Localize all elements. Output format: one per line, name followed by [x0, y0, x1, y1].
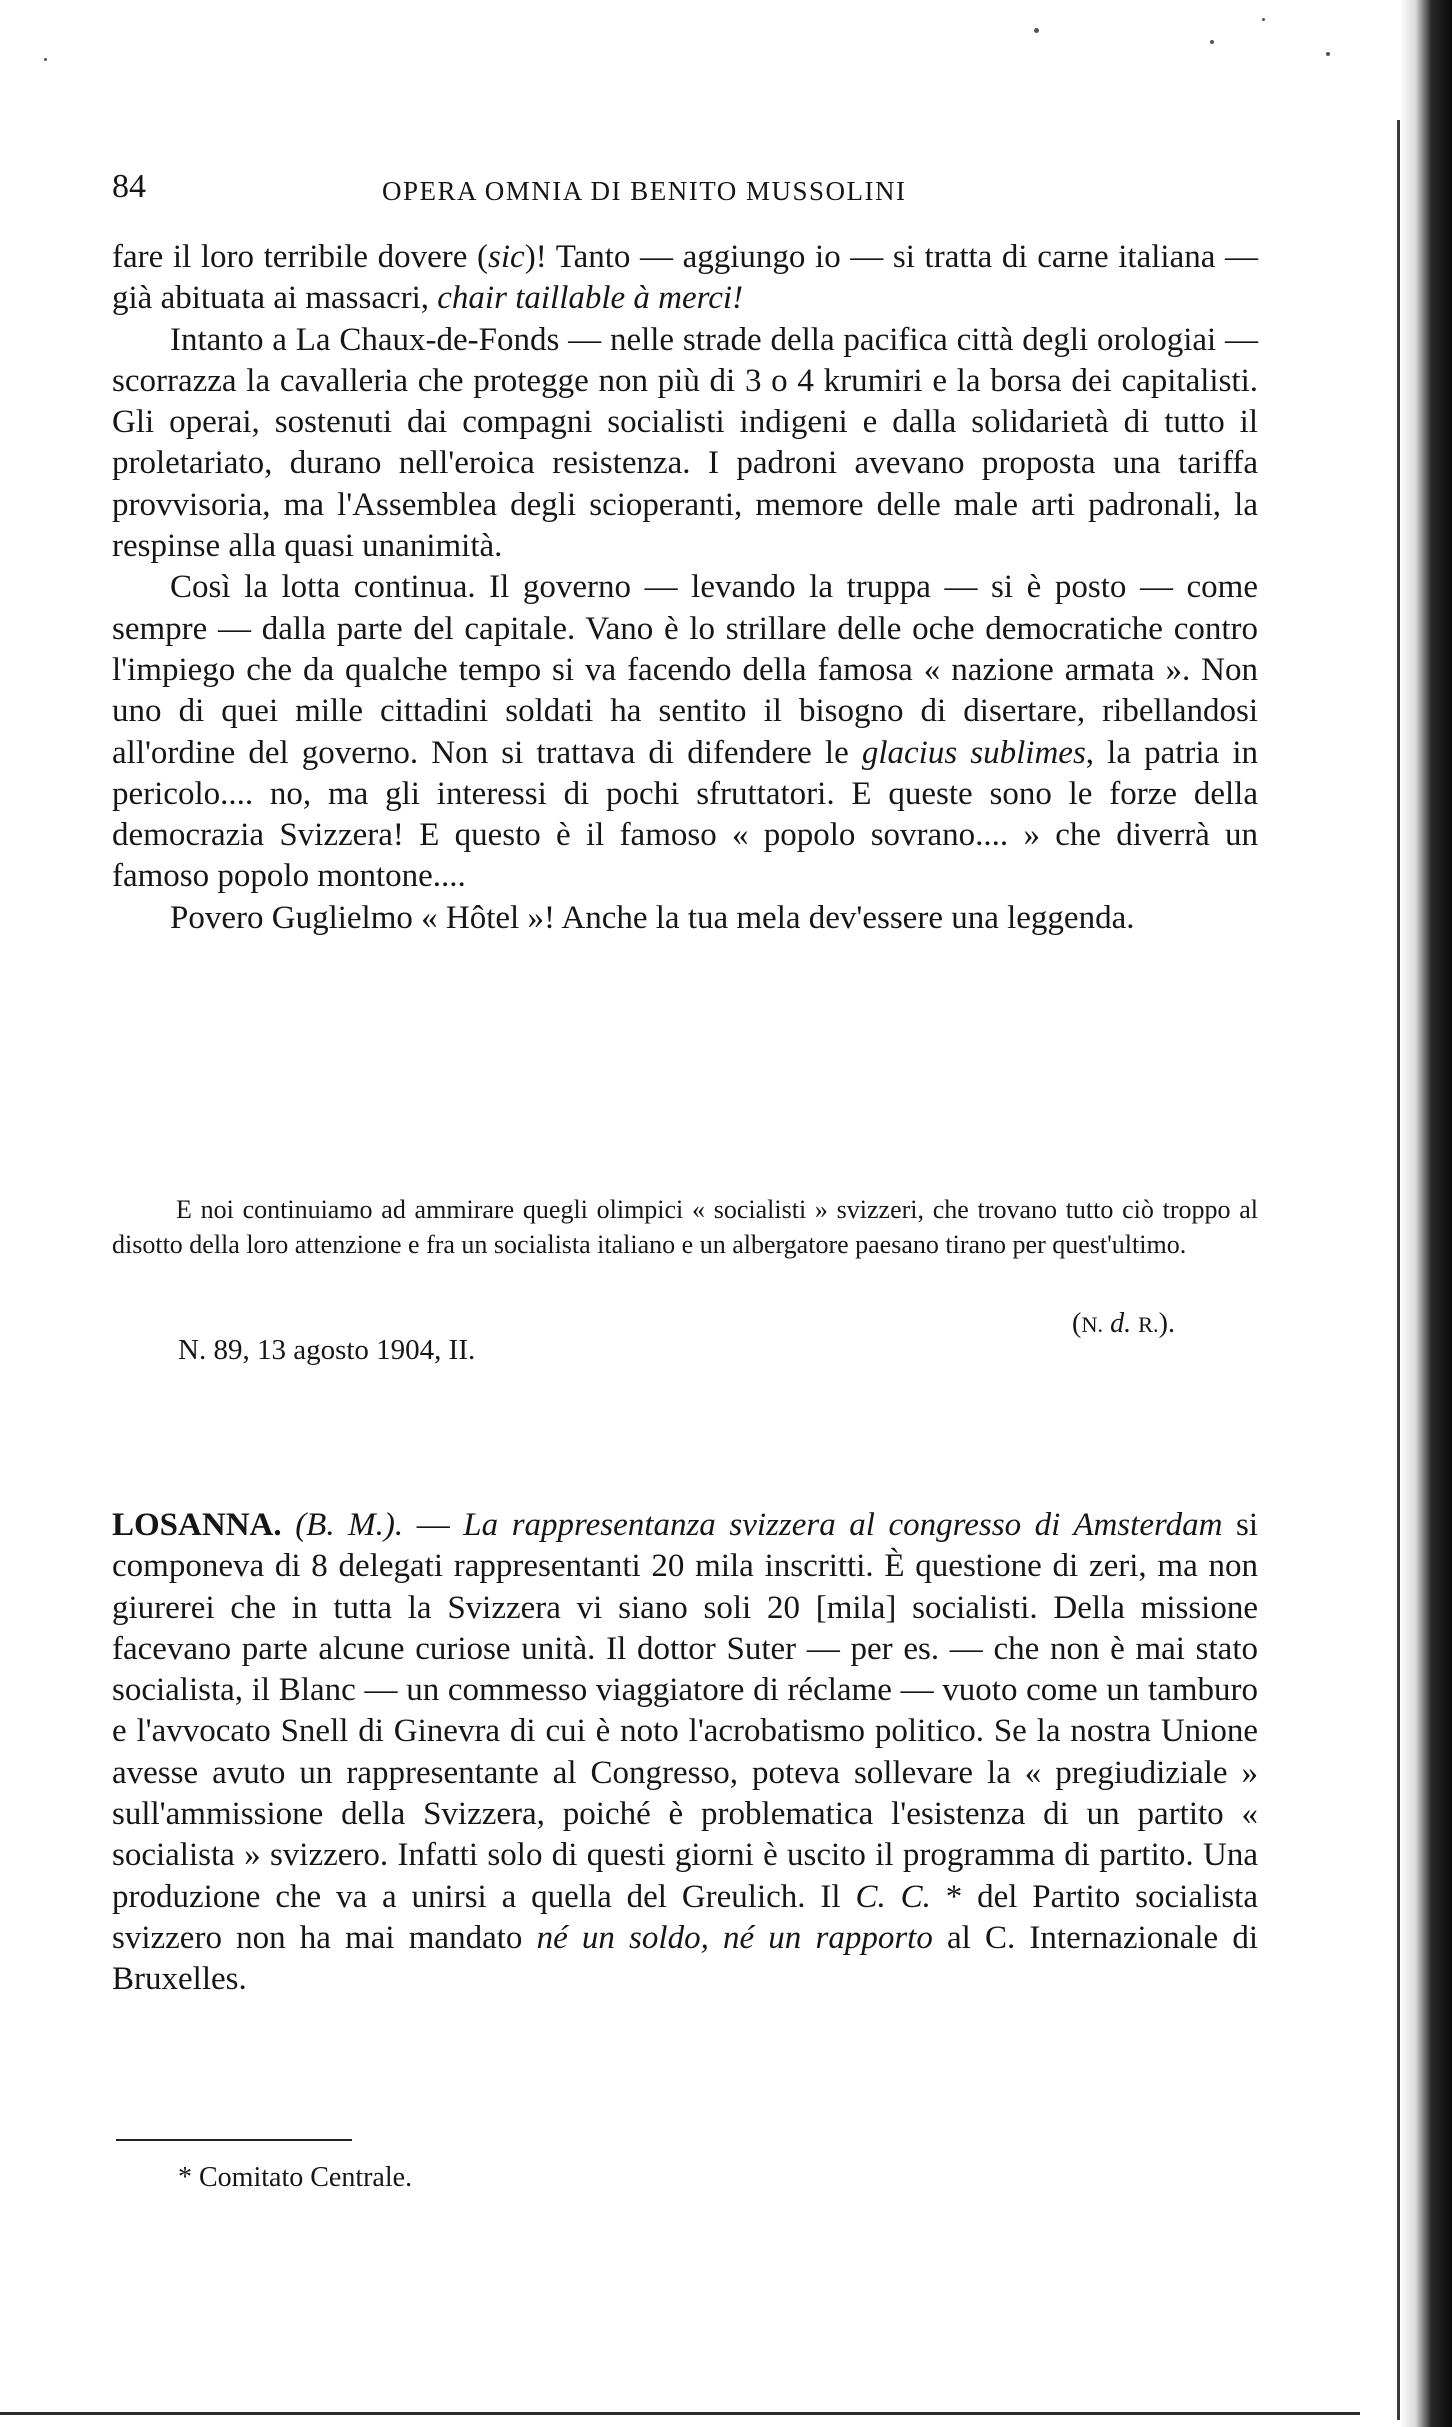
footnote: * Comitato Centrale.	[178, 2162, 413, 2193]
running-title: OPERA OMNIA DI BENITO MUSSOLINI	[382, 176, 907, 206]
page-edge-line	[1397, 120, 1400, 2420]
book-spine-shadow	[1400, 0, 1452, 2427]
scan-speck	[1210, 40, 1214, 44]
source-citation: N. 89, 13 agosto 1904, II.	[178, 1334, 476, 1366]
paragraph: Povero Guglielmo « Hôtel »! Anche la tua mela dev'essere una leggenda.	[170, 899, 1135, 936]
article-losanna	[112, 1505, 1258, 2001]
editor-note	[112, 1193, 1258, 1262]
footnote-separator	[116, 2139, 352, 2141]
scan-speck	[1326, 52, 1330, 56]
paragraph: LOSANNA. (B. M.). — La rappresentanza svizzera al congresso di Amsterdam si componeva di 8 delegati rappresentanti 20 mila inscritti. È questione di zeri, ma non giurerei che in tutta la Svizzera vi siano soli 20 [mila] socialisti. Della missione facevano parte alcune curiose unità. Il dottor Suter — per es. — che non è mai stato socialista, il Blanc — un commesso viaggiatore di réclame — vuoto come un tamburo e l'avvocato Snell di Ginevra di cui è noto l'acrobatismo politico. Se la nostra Unione avesse avuto un rappresentante al Congresso, poteva sollevare la « pregiudiziale » sull'ammissione della Svizzera, poiché è problematica l'esistenza di un partito « socialista » svizzero. Infatti solo di questi giorni è uscito il programma di partito. Una produzione che va a unirsi a quella del Greulich. Il C. C. * del Partito socialista svizzero non ha mai mandato né un soldo, né un rapporto al C. Internazionale di Bruxelles.	[112, 1507, 1259, 1998]
article-heading: LOSANNA.	[112, 1507, 282, 1543]
scan-speck	[1034, 28, 1039, 33]
scan-speck	[44, 58, 47, 61]
paragraph: Così la lotta continua. Il governo — levando la truppa — si è posto — come sempre — dalla parte del capitale. Vano è lo strillare delle oche democratiche contro l'impiego che da qualche tempo si va facendo della famosa « nazione armata ». Non uno di quei mille cittadini soldati ha sentito il bisogno di disertare, ribellandosi all'ordine del governo. Non si trattava di difendere le glacius sublimes, la patria in pericolo.... no, ma gli interessi di pochi sfruttatori. E queste sono le forze della democrazia Svizzera! E questo è il famoso « popolo sovrano.... » che diverrà un famoso popolo montone....	[112, 569, 1259, 895]
editor-note-signature: (N. d. R.).	[1072, 1308, 1175, 1339]
page-number: 84	[112, 168, 146, 205]
editor-note-text: E noi continuiamo ad ammirare quegli olimpici « socialisti » svizzeri, che trovano tutto ciò troppo al disotto della loro attenzione e fra un socialista italiano e un albergatore paesano tirano per quest'ultimo.	[112, 1195, 1258, 1259]
page-header	[112, 168, 1280, 216]
paragraph: Intanto a La Chaux-de-Fonds — nelle strade della pacifica città degli orologiai — scorrazza la cavalleria che protegge non più di 3 o 4 krumiri e la borsa dei capitalisti. Gli operai, sostenuti dai compagni socialisti indigeni e dalla solidarietà di tutto il proletariato, durano nell'eroica resistenza. I padroni avevano proposta una tariffa provvisoria, ma l'Assemblea degli scioperanti, memore delle male arti padronali, la respinse alla quasi unanimità.	[112, 321, 1258, 565]
article-title: La rappresentanza svizzera al congresso di Amsterdam	[463, 1507, 1223, 1543]
article-chaux-de-fonds	[112, 237, 1258, 939]
bottom-scan-edge	[0, 2412, 1360, 2415]
article-author: (B. M.).	[295, 1507, 404, 1543]
scan-speck	[1262, 18, 1265, 21]
paragraph: fare il loro terribile dovere (sic)! Tanto — aggiungo io — si tratta di carne italiana — già abituata ai massacri, chair taillable à merci!	[112, 239, 1258, 317]
